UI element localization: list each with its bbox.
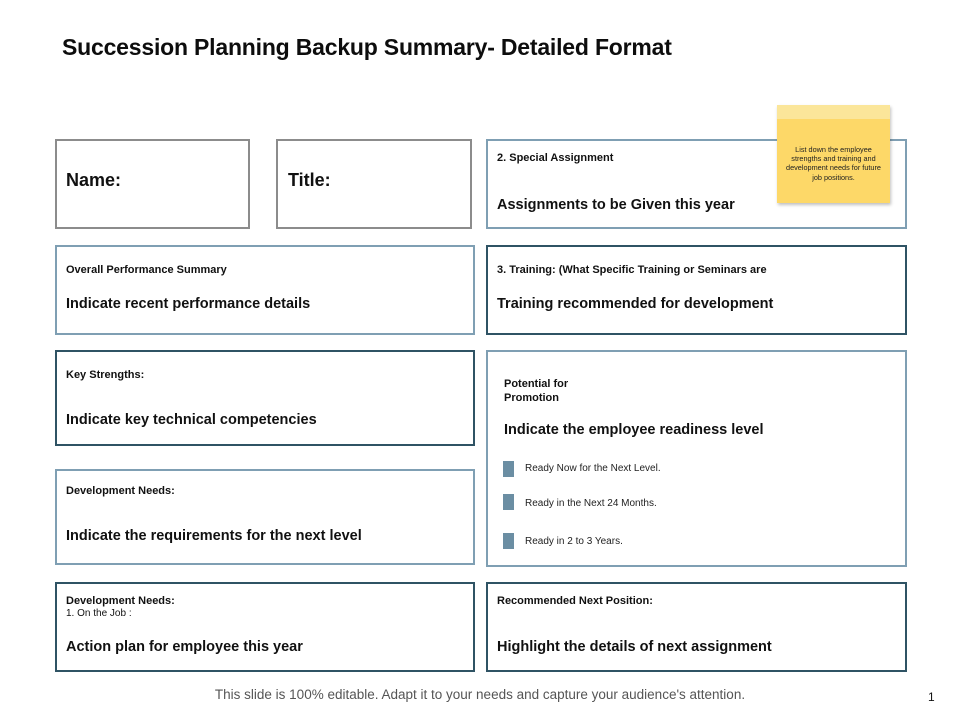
sticky-note-text: List down the employee strengths and training and development needs for future job positions. xyxy=(786,145,881,182)
sticky-note xyxy=(777,105,890,203)
performance-summary-box[interactable] xyxy=(55,245,475,335)
key-strengths-text: Indicate key technical competencies xyxy=(66,412,317,428)
title-label: Title: xyxy=(288,170,331,190)
readiness-now-label: Ready Now for the Next Level. xyxy=(525,463,661,474)
sticky-note-tape xyxy=(777,105,890,119)
next-position-label: Recommended Next Position: xyxy=(497,595,653,607)
special-assignment-text: Assignments to be Given this year xyxy=(497,197,735,213)
key-strengths-label: Key Strengths: xyxy=(66,369,145,381)
training-box[interactable] xyxy=(486,245,907,335)
development-job-label: Development Needs: xyxy=(66,595,175,607)
page-number: 1 xyxy=(928,690,935,704)
readiness-24-months-square xyxy=(503,494,514,510)
next-position-text: Highlight the details of next assignment xyxy=(497,639,772,655)
name-label: Name: xyxy=(66,170,122,190)
training-text: Training recommended for development xyxy=(497,296,774,312)
development-needs-text: Indicate the requirements for the next level xyxy=(66,528,362,544)
performance-summary-label: Overall Performance Summary xyxy=(66,264,227,276)
promotion-box[interactable] xyxy=(486,350,907,567)
key-strengths-box[interactable] xyxy=(55,350,475,446)
readiness-2-3-years-label: Ready in 2 to 3 Years. xyxy=(525,536,623,547)
footer-note: This slide is 100% editable. Adapt it to your needs and capture your audience's attention. xyxy=(214,687,746,702)
readiness-2-3-years-square xyxy=(503,533,514,549)
readiness-24-months-label: Ready in the Next 24 Months. xyxy=(525,498,657,509)
promotion-label-line1: Potential for xyxy=(504,378,569,390)
page-title: Succession Planning Backup Summary- Detailed Format xyxy=(62,34,672,60)
training-label: 3. Training: (What Specific Training or Seminars are xyxy=(497,264,767,276)
development-job-box[interactable] xyxy=(55,582,475,672)
title-box[interactable] xyxy=(276,139,472,229)
name-box[interactable] xyxy=(55,139,250,229)
performance-summary-text: Indicate recent performance details xyxy=(66,296,311,312)
development-needs-label: Development Needs: xyxy=(66,485,175,497)
development-needs-box[interactable] xyxy=(55,469,475,565)
promotion-text: Indicate the employee readiness level xyxy=(504,422,764,438)
next-position-box[interactable] xyxy=(486,582,907,672)
readiness-now-square xyxy=(503,461,514,477)
special-assignment-label: 2. Special Assignment xyxy=(497,152,614,164)
development-job-sublabel: 1. On the Job : xyxy=(66,608,132,619)
development-job-text: Action plan for employee this year xyxy=(66,639,303,655)
promotion-label-line2: Promotion xyxy=(504,392,559,404)
